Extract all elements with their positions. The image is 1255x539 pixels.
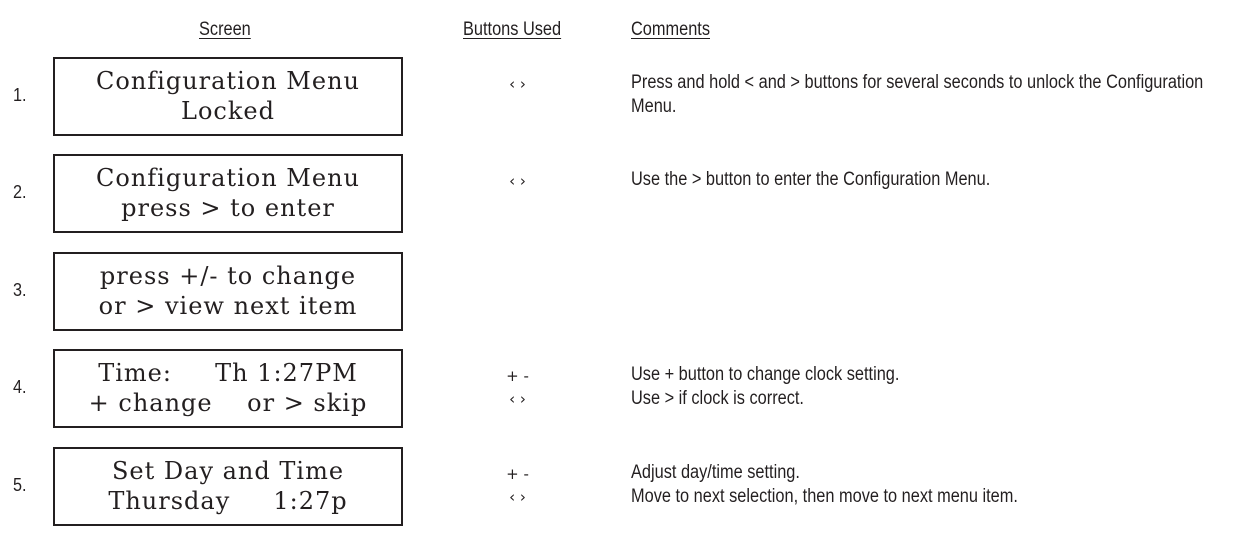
comment-line-1: Use + button to change clock setting. <box>631 364 900 385</box>
buttons-used-line-2: ‹ › <box>509 488 526 506</box>
comment-line-2: Use > if clock is correct. <box>631 388 804 409</box>
lcd-line-2: press > to enter <box>121 194 335 222</box>
comment-line-2: Menu. <box>631 96 677 117</box>
step-number: 1. <box>13 85 27 105</box>
step-row-5 <box>0 447 1255 527</box>
step-row-3 <box>0 252 1255 332</box>
lcd-line-2: Thursday 1:27p <box>108 487 348 515</box>
lcd-screen <box>53 447 403 526</box>
lcd-line-1: Time: Th 1:27PM <box>98 359 358 387</box>
column-header-screen: Screen <box>199 19 251 40</box>
step-number: 3. <box>13 280 27 300</box>
buttons-used-line-1: + - <box>506 367 529 385</box>
step-row-1 <box>0 57 1255 137</box>
lcd-line-1: Configuration Menu <box>96 67 360 95</box>
lcd-screen <box>53 57 403 136</box>
lcd-line-2: or > view next item <box>98 292 358 320</box>
comment-line-1: Adjust day/time setting. <box>631 462 800 483</box>
step-number: 4. <box>13 377 27 397</box>
column-header-comments: Comments <box>631 19 710 40</box>
lcd-line-2: Locked <box>181 97 275 125</box>
buttons-used-line-1: ‹ › <box>509 75 526 93</box>
lcd-screen <box>53 349 403 428</box>
comment-line-1: Use the > button to enter the Configuration Menu. <box>631 169 991 190</box>
lcd-screen <box>53 252 403 331</box>
lcd-line-2: + change or > skip <box>88 389 368 417</box>
lcd-screen <box>53 154 403 233</box>
step-number: 2. <box>13 182 27 202</box>
comment-line-2: Move to next selection, then move to next menu item. <box>631 486 1018 507</box>
buttons-used-line-1: ‹ › <box>509 172 526 190</box>
comment-line-1: Press and hold < and > buttons for several seconds to unlock the Configuration <box>631 72 1204 93</box>
column-header-buttons-used: Buttons Used <box>463 19 562 40</box>
lcd-line-1: press +/- to change <box>99 262 357 290</box>
step-number: 5. <box>13 475 27 495</box>
step-row-2 <box>0 154 1255 234</box>
buttons-used-line-1: + - <box>506 465 529 483</box>
step-row-4 <box>0 349 1255 429</box>
lcd-line-1: Set Day and Time <box>111 457 345 485</box>
buttons-used-line-2: ‹ › <box>509 390 526 408</box>
lcd-line-1: Configuration Menu <box>96 164 360 192</box>
